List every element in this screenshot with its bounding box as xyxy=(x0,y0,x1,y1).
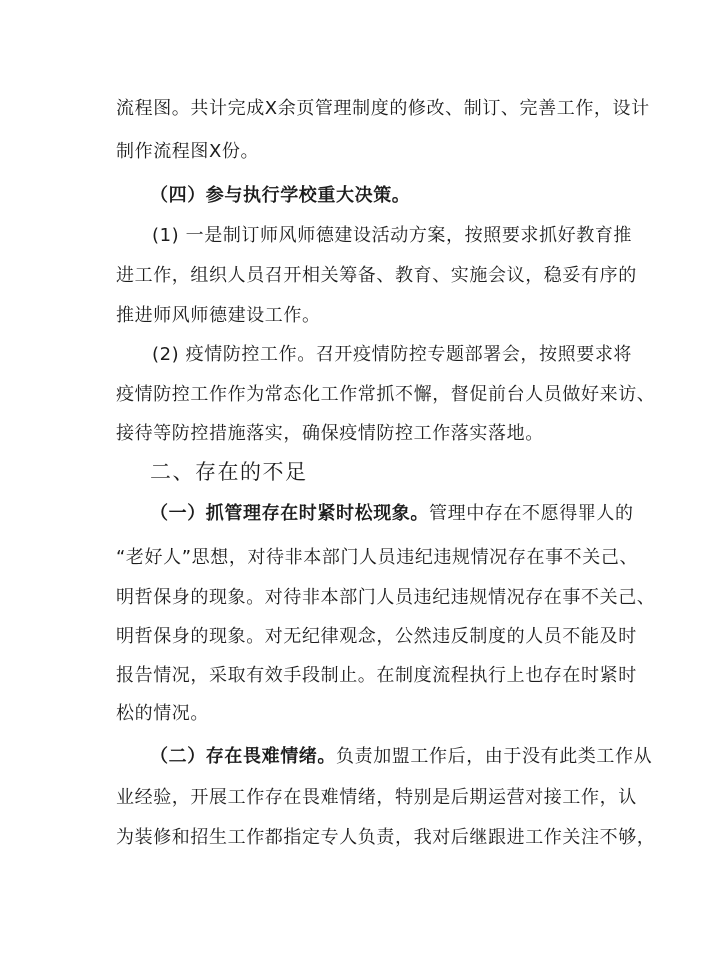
section-heading: 二、存在的不足 xyxy=(150,460,308,484)
paragraph-line: “老好人”思想，对待非本部门人员违纪违规情况存在事不关己、 xyxy=(116,547,639,568)
paragraph-line: 接待等防控措施落实，确保疫情防控工作落实落地。 xyxy=(116,423,544,444)
paragraph-line: 报告情况，采取有效手段制止。在制度流程执行上也存在时紧时 xyxy=(116,665,637,686)
subsection-heading: （四）参与执行学校重大决策。 xyxy=(150,185,411,206)
paragraph-line: (1) 一是制订师风师德建设活动方案，按照要求抓好教育推 xyxy=(152,225,633,246)
paragraph-line: 推进师风师德建设工作。 xyxy=(116,305,321,326)
paragraph-line: 松的情况。 xyxy=(116,703,209,724)
paragraph-line: (2) 疫情防控工作。召开疫情防控专题部署会，按照要求将 xyxy=(152,344,633,365)
paragraph-line: （一）抓管理存在时紧时松现象。管理中存在不愿得罪人的 xyxy=(150,503,634,524)
paragraph-line: 疫情防控工作作为常态化工作常抓不懈，督促前台人员做好来访、 xyxy=(116,384,656,405)
paragraph-line: 明哲保身的现象。对待非本部门人员违纪违规情况存在事不关己、 xyxy=(116,587,656,608)
paragraph-line: 为装修和招生工作都指定专人负责，我对后继跟进工作关注不够， xyxy=(116,827,656,848)
paragraph-line: （二）存在畏难情绪。负责加盟工作后，由于没有此类工作从 xyxy=(150,746,653,767)
paragraph-line: 流程图。共计完成X余页管理制度的修改、制订、完善工作，设计 xyxy=(116,98,650,119)
paragraph-line: 明哲保身的现象。对无纪律观念，公然违反制度的人员不能及时 xyxy=(116,626,637,647)
paragraph-line: 进工作，组织人员召开相关筹备、教育、实施会议，稳妥有序的 xyxy=(116,265,637,286)
paragraph-line: 制作流程图X份。 xyxy=(116,141,260,162)
paragraph-line: 业经验，开展工作存在畏难情绪，特别是后期运营对接工作，认 xyxy=(116,787,637,808)
